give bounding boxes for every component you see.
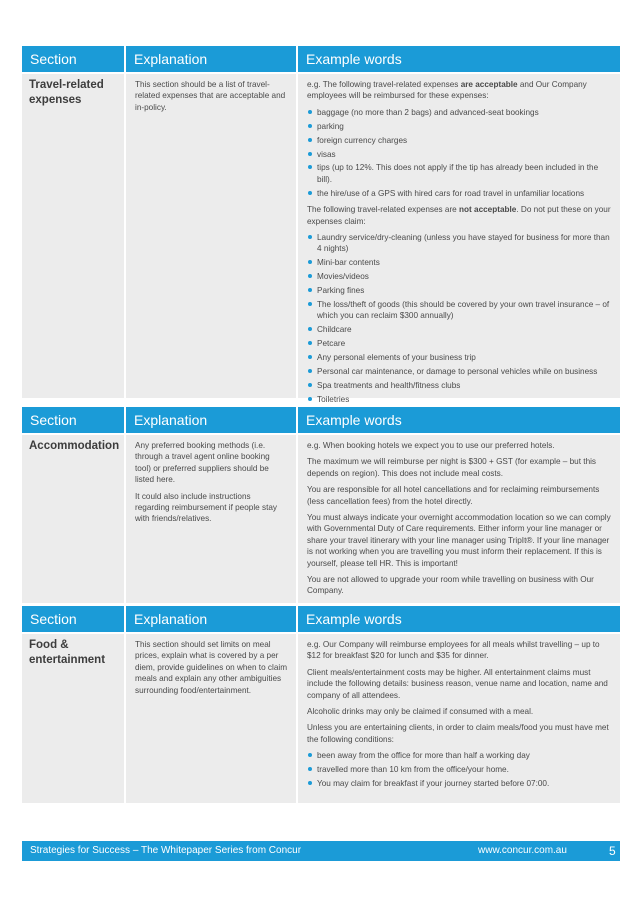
example-paragraph: You are responsible for all hotel cancellations and for reclaiming reimbursements (less cancellation fees) from the hotel directly. — [307, 485, 600, 506]
list-item: foreign currency charges — [307, 135, 611, 146]
list-item: tips (up to 12%. This does not apply if the tip has already been included in the bill). — [307, 162, 611, 185]
section-title: Food & entertainment — [22, 634, 124, 803]
travel-section — [22, 46, 620, 404]
acceptable-intro: e.g. The following travel-related expenses are acceptable and Our Company employees will be reimbursed for these expenses: — [307, 80, 587, 101]
explanation-text: It could also include instructions regarding reimbursement if people stay with friends/relatives. — [135, 491, 277, 524]
table-header — [22, 46, 620, 72]
example-paragraph: Alcoholic drinks may only be claimed if consumed with a meal. — [307, 707, 534, 717]
list-item: Any personal elements of your business trip — [307, 352, 611, 363]
accommodation-section — [22, 407, 620, 603]
explanation-text: This section should set limits on meal prices, explain what is covered by a per diem, provide guidelines on when to claim meals and explain any other ambiguities surrounding food/entertainment. — [135, 640, 288, 695]
list-item: Parking fines — [307, 285, 611, 296]
explanation-cell — [126, 74, 296, 398]
list-item: Personal car maintenance, or damage to personal vehicles while on business — [307, 366, 611, 377]
list-item: the hire/use of a GPS with hired cars for road travel in unfamiliar locations — [307, 188, 611, 199]
table-header — [22, 407, 620, 433]
header-section: Section — [22, 606, 124, 632]
section-title: Accommodation — [22, 435, 124, 603]
header-explanation: Explanation — [126, 46, 296, 72]
header-section: Section — [22, 46, 124, 72]
example-cell — [298, 435, 620, 603]
example-paragraph: The maximum we will reimburse per night is $300 + GST (for example – but this depends on region). This does not include meal costs. — [307, 457, 597, 478]
section-title: Travel-related expenses — [22, 74, 124, 398]
footer-title: Strategies for Success – The Whitepaper Series from Concur — [30, 845, 302, 856]
explanation-cell — [126, 435, 296, 603]
example-paragraph: e.g. When booking hotels we expect you to use our preferred hotels. — [307, 441, 555, 450]
not-acceptable-intro: The following travel-related expenses are not acceptable. Do not put these on your expenses claim: — [307, 205, 611, 226]
list-item: been away from the office for more than half a working day — [307, 750, 611, 761]
explanation-cell — [126, 634, 296, 803]
acceptable-list — [307, 107, 611, 199]
list-item: Childcare — [307, 324, 611, 335]
example-paragraph: You are not allowed to upgrade your room while travelling on business with Our Company. — [307, 575, 594, 596]
header-example-words: Example words — [298, 46, 620, 72]
list-item: baggage (no more than 2 bags) and advanced-seat bookings — [307, 107, 611, 118]
explanation-text: Any preferred booking methods (i.e. through a travel agent online booking tool) or preferred suppliers should be listed here. — [135, 441, 270, 485]
explanation-text: This section should be a list of travel-related expenses that are acceptable and in-policy. — [135, 80, 286, 112]
list-item: travelled more than 10 km from the office/your home. — [307, 764, 611, 775]
example-cell — [298, 74, 620, 404]
example-cell — [298, 634, 620, 803]
example-paragraph: Client meals/entertainment costs may be higher. All entertainment claims must include the following details: business reason, venue name and location, name and company of all attendees. — [307, 667, 608, 700]
list-item: The loss/theft of goods (this should be covered by your own travel insurance – of which you can reclaim $300 annually) — [307, 299, 611, 322]
example-paragraph: Unless you are entertaining clients, in order to claim meals/food you must have met the following conditions: — [307, 723, 609, 744]
list-item: Laundry service/dry-cleaning (unless you have stayed for business for more than 4 nights) — [307, 232, 611, 255]
table-header — [22, 606, 620, 632]
example-paragraph: e.g. Our Company will reimburse employees for all meals whilst travelling – up to $12 for breakfast $20 for lunch and $35 for dinner. — [307, 640, 600, 661]
header-explanation: Explanation — [126, 407, 296, 433]
header-explanation: Explanation — [126, 606, 296, 632]
list-item: parking — [307, 121, 611, 132]
not-acceptable-list — [307, 232, 611, 405]
list-item: Toiletries — [307, 394, 611, 405]
header-example-words: Example words — [298, 606, 620, 632]
header-example-words: Example words — [298, 407, 620, 433]
conditions-list — [307, 750, 611, 789]
list-item: Movies/videos — [307, 271, 611, 282]
list-item: Petcare — [307, 338, 611, 349]
page-number: 5 — [609, 844, 616, 858]
page-footer — [22, 841, 620, 861]
footer-url[interactable]: www.concur.com.au — [478, 845, 567, 856]
list-item: visas — [307, 149, 611, 160]
header-section: Section — [22, 407, 124, 433]
food-section — [22, 606, 620, 803]
list-item: Spa treatments and health/fitness clubs — [307, 380, 611, 391]
list-item: Mini-bar contents — [307, 257, 611, 268]
list-item: You may claim for breakfast if your journey started before 07:00. — [307, 778, 611, 789]
example-paragraph: You must always indicate your overnight accommodation location so we can comply with Governmental Duty of Care requirements. Either inform your line manager or share your travel itinerary with your line manager using TripIt®. If your line manager is not working when you are travelling you must inform their replacement. If this is yourself, please tell HR. This is important! — [307, 513, 611, 568]
